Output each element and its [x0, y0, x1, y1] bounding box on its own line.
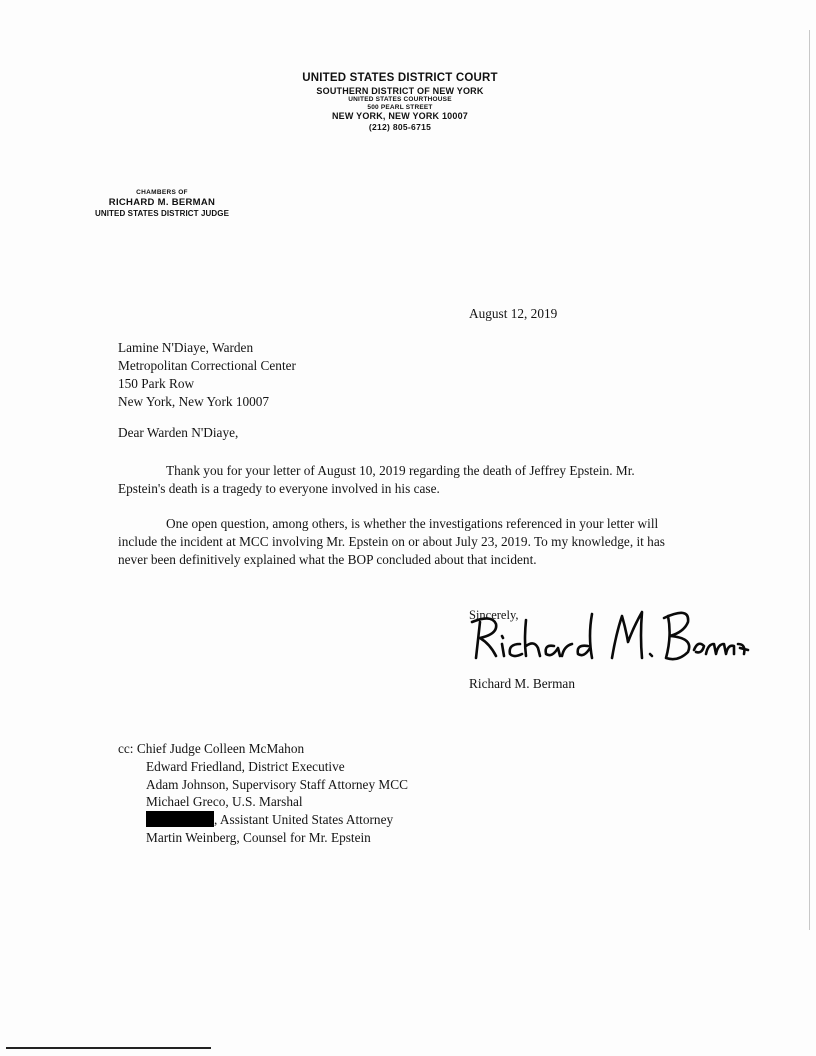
court-name: UNITED STATES DISTRICT COURT — [302, 72, 498, 84]
body-paragraph-2 — [118, 515, 678, 569]
recipient-street: 150 Park Row — [118, 376, 195, 391]
paragraph-1-text: Thank you for your letter of August 10, 2019 regarding the death of Jeffrey Epstein. Mr. Epstein's death is a tragedy to everyone involved in his case. — [118, 463, 635, 496]
chambers-block — [72, 189, 252, 219]
judge-name: RICHARD M. BERMAN — [108, 197, 216, 209]
cc-recipient: Chief Judge Colleen McMahon — [136, 741, 305, 756]
cc-first-line — [118, 740, 408, 758]
cc-recipient: Michael Greco, U.S. Marshal — [146, 794, 303, 810]
judge-title: UNITED STATES DISTRICT JUDGE — [94, 209, 230, 218]
recipient-org: Metropolitan Correctional Center — [118, 358, 296, 373]
cc-recipient: Adam Johnson, Supervisory Staff Attorney MCC — [146, 776, 408, 792]
court-letterhead — [200, 72, 600, 132]
footer-rule — [6, 1047, 211, 1049]
handwritten-signature — [462, 600, 752, 670]
cc-list — [118, 740, 408, 847]
chambers-label: CHAMBERS OF — [136, 189, 188, 196]
cc-recipient: Martin Weinberg, Counsel for Mr. Epstein — [146, 829, 371, 845]
scan-edge-line — [809, 30, 810, 930]
recipient-city: New York, New York 10007 — [118, 394, 270, 409]
closing: Sincerely, — [469, 608, 519, 622]
signer-name: Richard M. Berman — [469, 676, 575, 691]
court-city: NEW YORK, NEW YORK 10007 — [331, 111, 468, 122]
court-phone: (212) 805-6715 — [368, 122, 432, 133]
court-district: SOUTHERN DISTRICT OF NEW YORK — [316, 85, 484, 96]
salutation: Dear Warden N'Diaye, — [118, 425, 239, 440]
paragraph-2-text: One open question, among others, is whether the investigations referenced in your letter will include the incident at MCC involving Mr. Epstein on or about July 23, 2019. To my knowledge, it has never been definitively explained what the BOP concluded about that incident. — [118, 516, 665, 567]
courthouse-name: UNITED STATES COURTHOUSE — [348, 96, 452, 104]
court-street: 500 PEARL STREET — [367, 103, 433, 111]
redaction-box — [146, 811, 214, 827]
recipient-name: Lamine N'Diaye, Warden — [118, 340, 254, 355]
letter-date: August 12, 2019 — [469, 306, 558, 321]
cc-recipient: Edward Friedland, District Executive — [146, 758, 345, 774]
body-paragraph-1 — [118, 462, 678, 498]
cc-prefix: cc: — [118, 741, 134, 756]
cc-redacted-title: , Assistant United States Attorney — [214, 812, 394, 828]
recipient-address — [118, 339, 296, 411]
cc-redacted-line — [118, 811, 408, 829]
